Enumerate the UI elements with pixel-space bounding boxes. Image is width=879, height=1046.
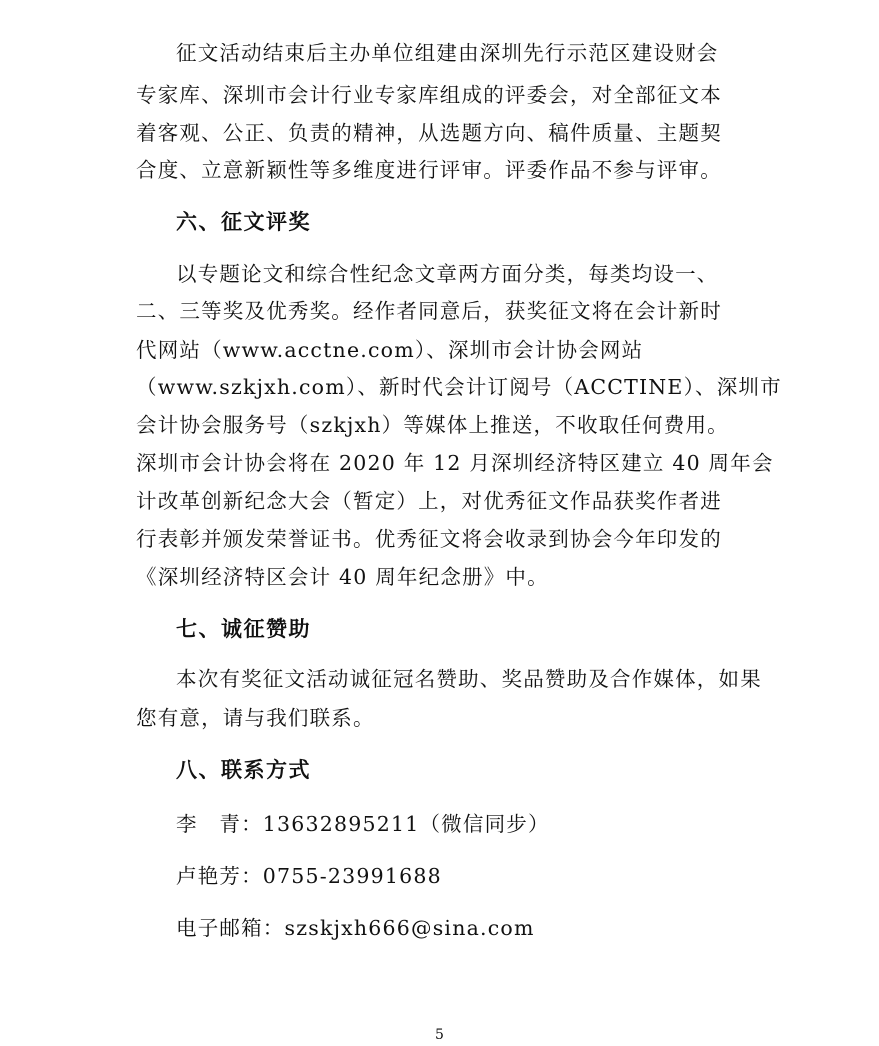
contact-email: 电子邮箱：szskjxh666@sina.com	[176, 916, 535, 940]
paragraph-line: 会计协会服务号（szkjxh）等媒体上推送，不收取任何费用。	[136, 413, 729, 437]
paragraph-line: 代网站（www.acctne.com）、深圳市会计协会网站	[136, 338, 644, 362]
paragraph-line: 专家库、深圳市会计行业专家库组成的评委会，对全部征文本	[136, 83, 722, 107]
paragraph-line: 着客观、公正、负责的精神，从选题方向、稿件质量、主题契	[136, 121, 722, 145]
contact-phone-lu: 卢艳芳：0755-23991688	[176, 864, 442, 888]
paragraph-line: 合度、立意新颖性等多维度进行评审。评委作品不参与评审。	[136, 158, 722, 182]
section-heading-sponsorship: 七、诚征赞助	[176, 616, 311, 641]
paragraph-line: （www.szkjxh.com）、新时代会计订阅号（ACCTINE）、深圳市	[136, 375, 782, 399]
paragraph-line: 您有意，请与我们联系。	[136, 706, 375, 730]
paragraph-line: 二、三等奖及优秀奖。经作者同意后，获奖征文将在会计新时	[136, 299, 722, 323]
paragraph-line: 征文活动结束后主办单位组建由深圳先行示范区建设财会	[176, 41, 719, 65]
section-heading-awards: 六、征文评奖	[176, 209, 311, 234]
page-number: 5	[435, 1027, 444, 1043]
paragraph-line: 深圳市会计协会将在 2020 年 12 月深圳经济特区建立 40 周年会	[136, 451, 774, 475]
paragraph-line: 《深圳经济特区会计 40 周年纪念册》中。	[136, 565, 549, 589]
contact-phone-li: 李 青：13632895211（微信同步）	[176, 812, 550, 836]
paragraph-line: 计改革创新纪念大会（暂定）上，对优秀征文作品获奖作者进	[136, 489, 722, 513]
paragraph-line: 本次有奖征文活动诚征冠名赞助、奖品赞助及合作媒体，如果	[176, 667, 762, 691]
section-heading-contact: 八、联系方式	[176, 757, 311, 782]
paragraph-line: 行表彰并颁发荣誉证书。优秀征文将会收录到协会今年印发的	[136, 527, 722, 551]
paragraph-line: 以专题论文和综合性纪念文章两方面分类，每类均设一、	[176, 262, 719, 286]
